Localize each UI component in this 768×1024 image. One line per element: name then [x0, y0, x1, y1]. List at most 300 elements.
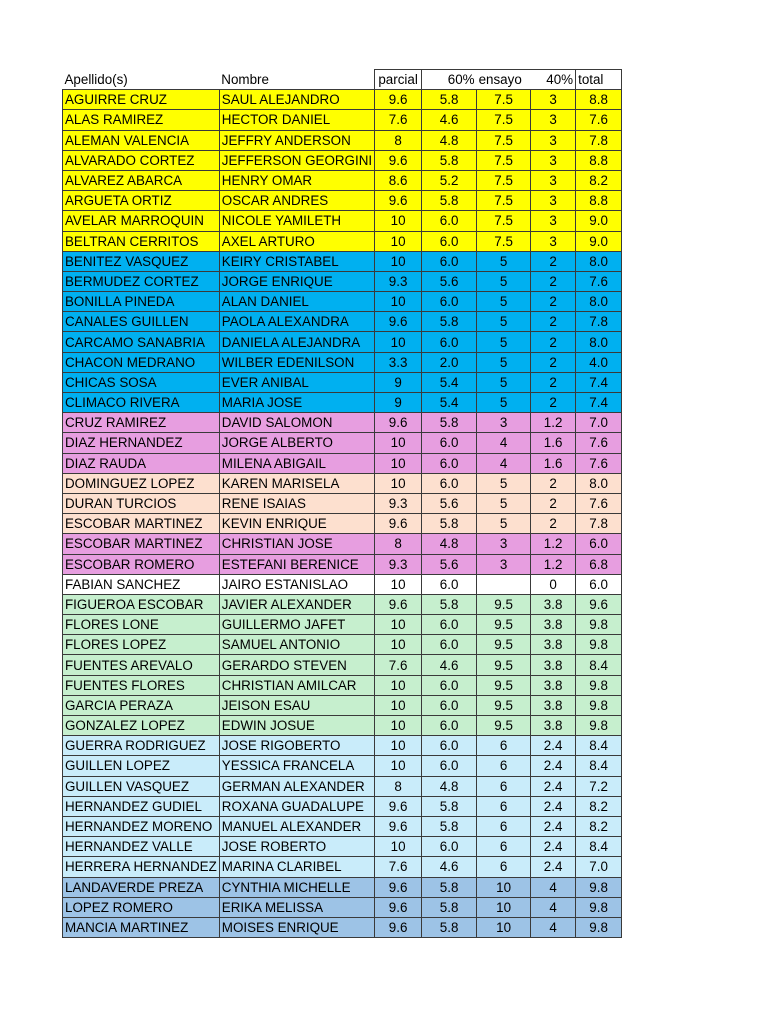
cell-ensayo[interactable]: 10	[477, 917, 531, 937]
cell-apellido[interactable]: GARCIA PERAZA	[63, 695, 220, 715]
cell-parcial-60[interactable]: 6.0	[422, 292, 477, 312]
cell-ensayo[interactable]: 7.5	[477, 231, 531, 251]
cell-ensayo[interactable]: 3	[477, 534, 531, 554]
cell-total[interactable]: 9.0	[576, 211, 622, 231]
cell-ensayo[interactable]: 6	[477, 837, 531, 857]
cell-total[interactable]: 8.0	[576, 251, 622, 271]
cell-parcial-60[interactable]: 5.8	[422, 90, 477, 110]
cell-parcial-60[interactable]: 4.6	[422, 655, 477, 675]
cell-apellido[interactable]: BELTRAN CERRITOS	[63, 231, 220, 251]
cell-total[interactable]: 8.2	[576, 816, 622, 836]
cell-parcial-60[interactable]: 6.0	[422, 675, 477, 695]
cell-total[interactable]: 7.6	[576, 433, 622, 453]
cell-ensayo[interactable]: 6	[477, 736, 531, 756]
cell-parcial[interactable]: 9.6	[375, 150, 422, 170]
cell-ensayo-40[interactable]: 2	[531, 393, 576, 413]
cell-ensayo-40[interactable]: 0	[531, 574, 576, 594]
cell-apellido[interactable]: CLIMACO RIVERA	[63, 393, 220, 413]
cell-parcial-60[interactable]: 5.8	[422, 514, 477, 534]
cell-parcial[interactable]: 10	[375, 292, 422, 312]
cell-ensayo-40[interactable]: 2	[531, 473, 576, 493]
cell-nombre[interactable]: ERIKA MELISSA	[219, 897, 374, 917]
cell-ensayo[interactable]: 9.5	[477, 594, 531, 614]
header-nombre[interactable]: Nombre	[219, 70, 374, 90]
cell-ensayo-40[interactable]: 4	[531, 917, 576, 937]
cell-ensayo[interactable]: 3	[477, 554, 531, 574]
cell-nombre[interactable]: GUILLERMO JAFET	[219, 615, 374, 635]
cell-parcial-60[interactable]: 5.4	[422, 372, 477, 392]
cell-apellido[interactable]: BONILLA PINEDA	[63, 292, 220, 312]
cell-ensayo[interactable]: 5	[477, 514, 531, 534]
cell-parcial-60[interactable]: 5.8	[422, 796, 477, 816]
cell-total[interactable]: 8.4	[576, 736, 622, 756]
cell-parcial[interactable]: 10	[375, 433, 422, 453]
cell-ensayo-40[interactable]: 2	[531, 514, 576, 534]
cell-apellido[interactable]: HERNANDEZ VALLE	[63, 837, 220, 857]
cell-total[interactable]: 6.0	[576, 574, 622, 594]
cell-total[interactable]: 7.8	[576, 514, 622, 534]
cell-ensayo-40[interactable]: 3.8	[531, 615, 576, 635]
cell-ensayo-40[interactable]: 2	[531, 312, 576, 332]
cell-parcial-60[interactable]: 6.0	[422, 473, 477, 493]
header-parcial[interactable]: parcial	[375, 70, 422, 90]
cell-parcial-60[interactable]: 4.8	[422, 534, 477, 554]
cell-total[interactable]: 7.0	[576, 857, 622, 877]
cell-ensayo[interactable]: 6	[477, 816, 531, 836]
cell-parcial[interactable]: 3.3	[375, 352, 422, 372]
cell-nombre[interactable]: HENRY OMAR	[219, 170, 374, 190]
cell-ensayo[interactable]: 7.5	[477, 110, 531, 130]
cell-nombre[interactable]: JAVIER ALEXANDER	[219, 594, 374, 614]
cell-total[interactable]: 7.6	[576, 271, 622, 291]
cell-ensayo-40[interactable]: 4	[531, 877, 576, 897]
cell-ensayo-40[interactable]: 3	[531, 231, 576, 251]
cell-nombre[interactable]: GERMAN ALEXANDER	[219, 776, 374, 796]
cell-nombre[interactable]: JEFFERSON GEORGINI	[219, 150, 374, 170]
cell-total[interactable]: 7.4	[576, 393, 622, 413]
cell-nombre[interactable]: MILENA ABIGAIL	[219, 453, 374, 473]
cell-nombre[interactable]: HECTOR DANIEL	[219, 110, 374, 130]
cell-ensayo[interactable]: 5	[477, 251, 531, 271]
cell-total[interactable]: 8.0	[576, 292, 622, 312]
cell-nombre[interactable]: JORGE ALBERTO	[219, 433, 374, 453]
cell-ensayo-40[interactable]: 2	[531, 292, 576, 312]
cell-ensayo-40[interactable]: 2.4	[531, 736, 576, 756]
cell-apellido[interactable]: CHICAS SOSA	[63, 372, 220, 392]
cell-parcial[interactable]: 10	[375, 615, 422, 635]
cell-total[interactable]: 7.8	[576, 130, 622, 150]
cell-parcial[interactable]: 9.3	[375, 493, 422, 513]
cell-ensayo[interactable]: 7.5	[477, 170, 531, 190]
cell-ensayo[interactable]: 5	[477, 352, 531, 372]
cell-nombre[interactable]: CHRISTIAN JOSE	[219, 534, 374, 554]
cell-nombre[interactable]: JORGE ENRIQUE	[219, 271, 374, 291]
cell-parcial[interactable]: 10	[375, 211, 422, 231]
cell-nombre[interactable]: NICOLE YAMILETH	[219, 211, 374, 231]
cell-parcial[interactable]: 9.6	[375, 897, 422, 917]
cell-apellido[interactable]: BERMUDEZ CORTEZ	[63, 271, 220, 291]
cell-ensayo-40[interactable]: 1.2	[531, 534, 576, 554]
cell-total[interactable]: 9.8	[576, 917, 622, 937]
cell-apellido[interactable]: ARGUETA ORTIZ	[63, 191, 220, 211]
cell-apellido[interactable]: HERRERA HERNANDEZ	[63, 857, 220, 877]
cell-apellido[interactable]: CHACON MEDRANO	[63, 352, 220, 372]
cell-ensayo[interactable]: 9.5	[477, 695, 531, 715]
cell-parcial-60[interactable]: 6.0	[422, 716, 477, 736]
cell-total[interactable]: 7.6	[576, 453, 622, 473]
cell-nombre[interactable]: JEISON ESAU	[219, 695, 374, 715]
cell-nombre[interactable]: MARINA CLARIBEL	[219, 857, 374, 877]
cell-nombre[interactable]: SAUL ALEJANDRO	[219, 90, 374, 110]
cell-parcial[interactable]: 10	[375, 695, 422, 715]
cell-ensayo[interactable]: 6	[477, 776, 531, 796]
cell-total[interactable]: 7.2	[576, 776, 622, 796]
cell-parcial[interactable]: 10	[375, 756, 422, 776]
cell-total[interactable]: 7.0	[576, 413, 622, 433]
cell-nombre[interactable]: JOSE RIGOBERTO	[219, 736, 374, 756]
cell-ensayo[interactable]: 4	[477, 453, 531, 473]
cell-parcial[interactable]: 10	[375, 231, 422, 251]
cell-ensayo-40[interactable]: 3	[531, 150, 576, 170]
cell-total[interactable]: 9.8	[576, 615, 622, 635]
cell-apellido[interactable]: BENITEZ VASQUEZ	[63, 251, 220, 271]
cell-ensayo[interactable]: 3	[477, 413, 531, 433]
cell-ensayo-40[interactable]: 1.2	[531, 413, 576, 433]
cell-ensayo-40[interactable]: 1.2	[531, 554, 576, 574]
cell-ensayo[interactable]: 5	[477, 372, 531, 392]
cell-ensayo-40[interactable]: 1.6	[531, 453, 576, 473]
cell-nombre[interactable]: MOISES ENRIQUE	[219, 917, 374, 937]
cell-total[interactable]: 9.8	[576, 695, 622, 715]
cell-apellido[interactable]: MANCIA MARTINEZ	[63, 917, 220, 937]
cell-ensayo[interactable]	[477, 574, 531, 594]
cell-parcial-60[interactable]: 5.8	[422, 917, 477, 937]
cell-ensayo-40[interactable]: 3	[531, 110, 576, 130]
cell-apellido[interactable]: DURAN TURCIOS	[63, 493, 220, 513]
cell-parcial-60[interactable]: 6.0	[422, 211, 477, 231]
cell-total[interactable]: 8.8	[576, 90, 622, 110]
cell-parcial[interactable]: 10	[375, 716, 422, 736]
cell-ensayo-40[interactable]: 2.4	[531, 756, 576, 776]
cell-parcial-60[interactable]: 4.8	[422, 130, 477, 150]
cell-total[interactable]: 8.2	[576, 796, 622, 816]
cell-ensayo-40[interactable]: 3.8	[531, 655, 576, 675]
cell-ensayo-40[interactable]: 4	[531, 897, 576, 917]
cell-parcial-60[interactable]: 5.8	[422, 877, 477, 897]
cell-parcial[interactable]: 9.6	[375, 514, 422, 534]
cell-ensayo[interactable]: 7.5	[477, 150, 531, 170]
cell-ensayo[interactable]: 9.5	[477, 635, 531, 655]
cell-total[interactable]: 9.8	[576, 635, 622, 655]
cell-ensayo[interactable]: 9.5	[477, 675, 531, 695]
cell-ensayo[interactable]: 5	[477, 493, 531, 513]
cell-parcial-60[interactable]: 5.6	[422, 271, 477, 291]
cell-ensayo-40[interactable]: 3	[531, 130, 576, 150]
cell-ensayo-40[interactable]: 2.4	[531, 857, 576, 877]
cell-ensayo-40[interactable]: 2	[531, 372, 576, 392]
cell-ensayo[interactable]: 4	[477, 433, 531, 453]
cell-ensayo[interactable]: 5	[477, 312, 531, 332]
cell-parcial[interactable]: 10	[375, 837, 422, 857]
cell-parcial[interactable]: 8	[375, 534, 422, 554]
cell-parcial-60[interactable]: 5.2	[422, 170, 477, 190]
cell-parcial-60[interactable]: 6.0	[422, 574, 477, 594]
cell-nombre[interactable]: ROXANA GUADALUPE	[219, 796, 374, 816]
cell-ensayo-40[interactable]: 3	[531, 211, 576, 231]
cell-ensayo-40[interactable]: 3.8	[531, 594, 576, 614]
cell-ensayo[interactable]: 5	[477, 473, 531, 493]
cell-nombre[interactable]: KEVIN ENRIQUE	[219, 514, 374, 534]
cell-ensayo[interactable]: 6	[477, 857, 531, 877]
cell-ensayo-40[interactable]: 2	[531, 251, 576, 271]
cell-apellido[interactable]: ALAS RAMIREZ	[63, 110, 220, 130]
cell-parcial-60[interactable]: 6.0	[422, 433, 477, 453]
cell-parcial-60[interactable]: 5.8	[422, 191, 477, 211]
cell-nombre[interactable]: DAVID SALOMON	[219, 413, 374, 433]
header-apellido[interactable]: Apellido(s)	[63, 70, 220, 90]
cell-nombre[interactable]: CHRISTIAN AMILCAR	[219, 675, 374, 695]
cell-ensayo[interactable]: 5	[477, 393, 531, 413]
cell-total[interactable]: 7.4	[576, 372, 622, 392]
cell-nombre[interactable]: JAIRO ESTANISLAO	[219, 574, 374, 594]
cell-ensayo-40[interactable]: 3	[531, 191, 576, 211]
cell-apellido[interactable]: ALEMAN VALENCIA	[63, 130, 220, 150]
cell-apellido[interactable]: DOMINGUEZ LOPEZ	[63, 473, 220, 493]
cell-parcial-60[interactable]: 4.6	[422, 110, 477, 130]
cell-parcial-60[interactable]: 5.8	[422, 897, 477, 917]
cell-total[interactable]: 9.0	[576, 231, 622, 251]
cell-apellido[interactable]: FLORES LOPEZ	[63, 635, 220, 655]
cell-parcial[interactable]: 9.6	[375, 796, 422, 816]
cell-parcial-60[interactable]: 5.8	[422, 594, 477, 614]
cell-parcial[interactable]: 10	[375, 453, 422, 473]
cell-total[interactable]: 6.8	[576, 554, 622, 574]
cell-nombre[interactable]: JOSE ROBERTO	[219, 837, 374, 857]
cell-apellido[interactable]: HERNANDEZ GUDIEL	[63, 796, 220, 816]
cell-ensayo-40[interactable]: 2.4	[531, 837, 576, 857]
cell-apellido[interactable]: GUILLEN LOPEZ	[63, 756, 220, 776]
cell-parcial[interactable]: 8.6	[375, 170, 422, 190]
cell-parcial-60[interactable]: 6.0	[422, 251, 477, 271]
cell-total[interactable]: 9.6	[576, 594, 622, 614]
cell-ensayo-40[interactable]: 2	[531, 493, 576, 513]
header-ensayo[interactable]: ensayo	[477, 70, 531, 90]
cell-nombre[interactable]: ALAN DANIEL	[219, 292, 374, 312]
header-total[interactable]: total	[576, 70, 622, 90]
cell-parcial[interactable]: 9.6	[375, 312, 422, 332]
cell-nombre[interactable]: YESSICA FRANCELA	[219, 756, 374, 776]
cell-nombre[interactable]: WILBER EDENILSON	[219, 352, 374, 372]
cell-apellido[interactable]: FUENTES FLORES	[63, 675, 220, 695]
cell-parcial-60[interactable]: 6.0	[422, 756, 477, 776]
cell-parcial[interactable]: 7.6	[375, 110, 422, 130]
cell-apellido[interactable]: DIAZ HERNANDEZ	[63, 433, 220, 453]
cell-apellido[interactable]: GONZALEZ LOPEZ	[63, 716, 220, 736]
cell-ensayo-40[interactable]: 2.4	[531, 776, 576, 796]
cell-ensayo-40[interactable]: 3.8	[531, 635, 576, 655]
cell-parcial[interactable]: 10	[375, 635, 422, 655]
cell-total[interactable]: 7.8	[576, 312, 622, 332]
cell-nombre[interactable]: EVER ANIBAL	[219, 372, 374, 392]
cell-parcial[interactable]: 7.6	[375, 655, 422, 675]
cell-parcial-60[interactable]: 5.4	[422, 393, 477, 413]
cell-ensayo-40[interactable]: 3	[531, 170, 576, 190]
cell-nombre[interactable]: KEIRY CRISTABEL	[219, 251, 374, 271]
cell-total[interactable]: 8.8	[576, 191, 622, 211]
cell-ensayo[interactable]: 7.5	[477, 90, 531, 110]
cell-parcial-60[interactable]: 6.0	[422, 453, 477, 473]
cell-ensayo-40[interactable]: 3.8	[531, 716, 576, 736]
cell-parcial-60[interactable]: 4.8	[422, 776, 477, 796]
cell-nombre[interactable]: SAMUEL ANTONIO	[219, 635, 374, 655]
cell-apellido[interactable]: GUILLEN VASQUEZ	[63, 776, 220, 796]
cell-parcial[interactable]: 10	[375, 574, 422, 594]
cell-parcial-60[interactable]: 5.8	[422, 816, 477, 836]
cell-ensayo[interactable]: 5	[477, 271, 531, 291]
cell-ensayo-40[interactable]: 3.8	[531, 675, 576, 695]
cell-parcial[interactable]: 9.6	[375, 917, 422, 937]
cell-nombre[interactable]: AXEL ARTURO	[219, 231, 374, 251]
cell-ensayo[interactable]: 5	[477, 292, 531, 312]
cell-parcial[interactable]: 9.6	[375, 594, 422, 614]
cell-parcial[interactable]: 8	[375, 130, 422, 150]
cell-parcial[interactable]: 9.6	[375, 816, 422, 836]
cell-nombre[interactable]: MANUEL ALEXANDER	[219, 816, 374, 836]
cell-parcial-60[interactable]: 5.6	[422, 493, 477, 513]
cell-apellido[interactable]: ESCOBAR ROMERO	[63, 554, 220, 574]
cell-parcial-60[interactable]: 5.8	[422, 312, 477, 332]
cell-parcial[interactable]: 10	[375, 251, 422, 271]
cell-apellido[interactable]: GUERRA RODRIGUEZ	[63, 736, 220, 756]
cell-apellido[interactable]: CRUZ RAMIREZ	[63, 413, 220, 433]
cell-apellido[interactable]: AGUIRRE CRUZ	[63, 90, 220, 110]
cell-ensayo[interactable]: 9.5	[477, 716, 531, 736]
cell-parcial[interactable]: 10	[375, 736, 422, 756]
cell-total[interactable]: 8.0	[576, 332, 622, 352]
cell-apellido[interactable]: LOPEZ ROMERO	[63, 897, 220, 917]
cell-parcial[interactable]: 10	[375, 675, 422, 695]
cell-apellido[interactable]: LANDAVERDE PREZA	[63, 877, 220, 897]
cell-parcial[interactable]: 9.6	[375, 191, 422, 211]
cell-apellido[interactable]: ESCOBAR MARTINEZ	[63, 514, 220, 534]
cell-ensayo-40[interactable]: 3	[531, 90, 576, 110]
cell-ensayo-40[interactable]: 2	[531, 271, 576, 291]
cell-total[interactable]: 8.4	[576, 837, 622, 857]
cell-parcial-60[interactable]: 6.0	[422, 736, 477, 756]
cell-parcial[interactable]: 10	[375, 473, 422, 493]
cell-parcial-60[interactable]: 6.0	[422, 332, 477, 352]
cell-total[interactable]: 9.8	[576, 716, 622, 736]
cell-parcial-60[interactable]: 6.0	[422, 635, 477, 655]
cell-parcial-60[interactable]: 6.0	[422, 695, 477, 715]
cell-total[interactable]: 8.4	[576, 655, 622, 675]
cell-ensayo[interactable]: 5	[477, 332, 531, 352]
cell-nombre[interactable]: DANIELA ALEJANDRA	[219, 332, 374, 352]
cell-ensayo[interactable]: 9.5	[477, 615, 531, 635]
cell-total[interactable]: 4.0	[576, 352, 622, 372]
cell-ensayo[interactable]: 10	[477, 877, 531, 897]
cell-total[interactable]: 8.8	[576, 150, 622, 170]
cell-total[interactable]: 8.0	[576, 473, 622, 493]
cell-total[interactable]: 7.6	[576, 110, 622, 130]
cell-nombre[interactable]: PAOLA ALEXANDRA	[219, 312, 374, 332]
cell-parcial-60[interactable]: 5.6	[422, 554, 477, 574]
cell-total[interactable]: 8.4	[576, 756, 622, 776]
cell-apellido[interactable]: ALVAREZ ABARCA	[63, 170, 220, 190]
cell-total[interactable]: 9.8	[576, 675, 622, 695]
cell-nombre[interactable]: CYNTHIA MICHELLE	[219, 877, 374, 897]
cell-parcial[interactable]: 9.3	[375, 271, 422, 291]
cell-parcial-60[interactable]: 5.8	[422, 413, 477, 433]
cell-ensayo-40[interactable]: 3.8	[531, 695, 576, 715]
cell-apellido[interactable]: ALVARADO CORTEZ	[63, 150, 220, 170]
cell-ensayo[interactable]: 7.5	[477, 211, 531, 231]
cell-apellido[interactable]: FUENTES AREVALO	[63, 655, 220, 675]
cell-ensayo[interactable]: 7.5	[477, 130, 531, 150]
cell-parcial[interactable]: 9.3	[375, 554, 422, 574]
cell-parcial[interactable]: 9.6	[375, 413, 422, 433]
cell-parcial[interactable]: 9.6	[375, 90, 422, 110]
header-parcial-60[interactable]: 60%	[422, 70, 477, 90]
cell-ensayo-40[interactable]: 2	[531, 332, 576, 352]
cell-parcial[interactable]: 9.6	[375, 877, 422, 897]
cell-nombre[interactable]: KAREN MARISELA	[219, 473, 374, 493]
cell-nombre[interactable]: RENE ISAIAS	[219, 493, 374, 513]
cell-total[interactable]: 8.2	[576, 170, 622, 190]
cell-nombre[interactable]: ESTEFANI BERENICE	[219, 554, 374, 574]
cell-parcial[interactable]: 9	[375, 372, 422, 392]
cell-parcial[interactable]: 7.6	[375, 857, 422, 877]
cell-parcial-60[interactable]: 6.0	[422, 231, 477, 251]
cell-apellido[interactable]: CARCAMO SANABRIA	[63, 332, 220, 352]
cell-parcial-60[interactable]: 6.0	[422, 615, 477, 635]
cell-apellido[interactable]: ESCOBAR MARTINEZ	[63, 534, 220, 554]
cell-apellido[interactable]: FABIAN SANCHEZ	[63, 574, 220, 594]
cell-total[interactable]: 6.0	[576, 534, 622, 554]
cell-parcial-60[interactable]: 4.6	[422, 857, 477, 877]
cell-ensayo-40[interactable]: 2.4	[531, 816, 576, 836]
cell-parcial-60[interactable]: 5.8	[422, 150, 477, 170]
cell-total[interactable]: 9.8	[576, 897, 622, 917]
header-ensayo-40[interactable]: 40%	[531, 70, 576, 90]
cell-apellido[interactable]: DIAZ RAUDA	[63, 453, 220, 473]
cell-total[interactable]: 7.6	[576, 493, 622, 513]
cell-nombre[interactable]: MARIA JOSE	[219, 393, 374, 413]
cell-apellido[interactable]: FIGUEROA ESCOBAR	[63, 594, 220, 614]
cell-apellido[interactable]: HERNANDEZ MORENO	[63, 816, 220, 836]
cell-parcial-60[interactable]: 6.0	[422, 837, 477, 857]
cell-parcial-60[interactable]: 2.0	[422, 352, 477, 372]
cell-ensayo[interactable]: 10	[477, 897, 531, 917]
cell-total[interactable]: 9.8	[576, 877, 622, 897]
cell-ensayo-40[interactable]: 2.4	[531, 796, 576, 816]
cell-nombre[interactable]: JEFFRY ANDERSON	[219, 130, 374, 150]
cell-ensayo-40[interactable]: 1.6	[531, 433, 576, 453]
cell-apellido[interactable]: CANALES GUILLEN	[63, 312, 220, 332]
cell-ensayo[interactable]: 6	[477, 756, 531, 776]
cell-ensayo[interactable]: 7.5	[477, 191, 531, 211]
cell-apellido[interactable]: FLORES LONE	[63, 615, 220, 635]
cell-nombre[interactable]: OSCAR ANDRES	[219, 191, 374, 211]
cell-nombre[interactable]: GERARDO STEVEN	[219, 655, 374, 675]
cell-parcial[interactable]: 10	[375, 332, 422, 352]
cell-parcial[interactable]: 9	[375, 393, 422, 413]
cell-ensayo[interactable]: 6	[477, 796, 531, 816]
cell-parcial[interactable]: 8	[375, 776, 422, 796]
cell-nombre[interactable]: EDWIN JOSUE	[219, 716, 374, 736]
cell-ensayo-40[interactable]: 2	[531, 352, 576, 372]
cell-ensayo[interactable]: 9.5	[477, 655, 531, 675]
